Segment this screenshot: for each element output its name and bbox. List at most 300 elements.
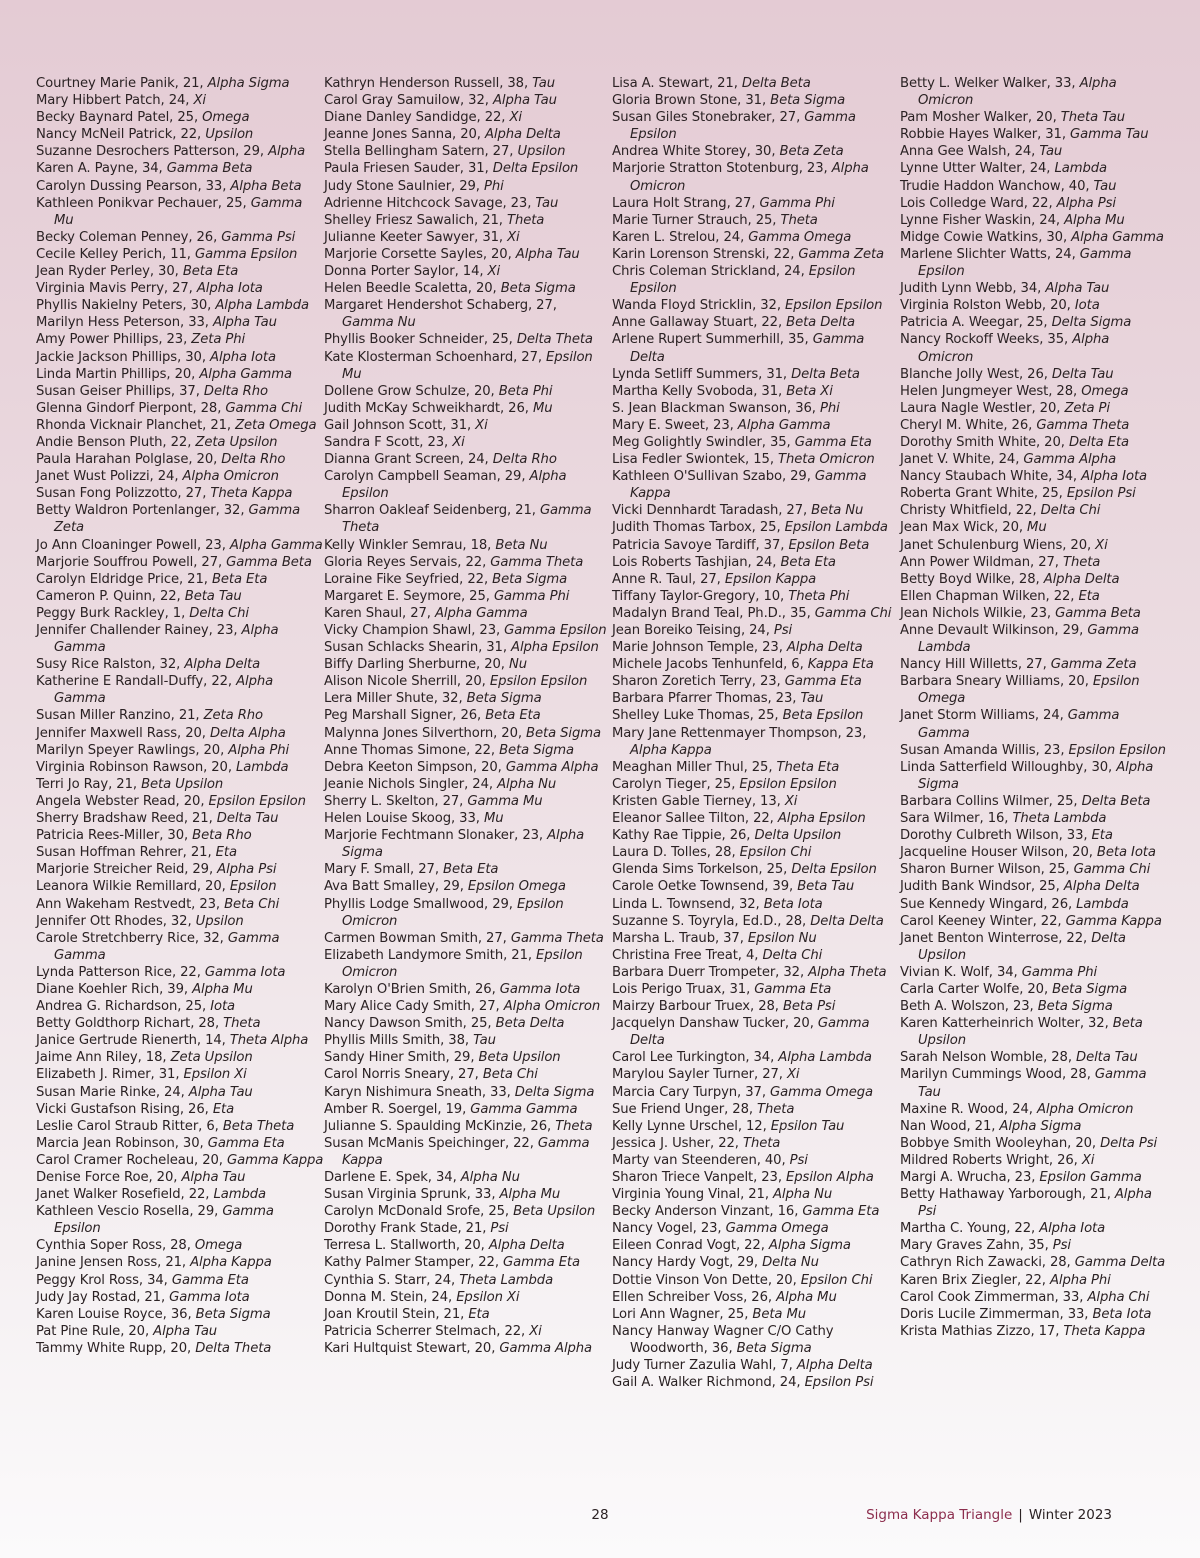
- member-name: Margi A. Wrucha, 23,: [900, 1170, 1040, 1185]
- member-name: Gail A. Walker Richmond, 24,: [612, 1375, 805, 1391]
- member-chapter: Theta Kappa: [1063, 1323, 1146, 1339]
- member-chapter: Alpha Gamma: [1071, 229, 1164, 245]
- member-name: Maxine R. Wood, 24,: [900, 1101, 1037, 1117]
- member-name: Meg Golightly Swindler, 35,: [612, 434, 795, 450]
- member-entry: [36, 913, 324, 930]
- member-chapter: Alpha Kappa: [630, 742, 712, 758]
- member-entry: [324, 759, 612, 776]
- member-entry: [612, 537, 900, 554]
- member-entry: [900, 212, 1168, 229]
- member-name: Susan Hoffman Rehrer, 21,: [36, 845, 216, 861]
- member-entry: [36, 1169, 324, 1186]
- member-name: Joan Kroutil Stein, 21,: [324, 1306, 469, 1322]
- member-entry: [612, 314, 900, 331]
- member-name: Becky Anderson Vinzant, 16,: [612, 1204, 803, 1220]
- member-entry: [324, 143, 612, 160]
- member-name: Carolyn Dussing Pearson, 33,: [36, 178, 231, 194]
- member-entry: [36, 622, 324, 656]
- member-name: Lisa Fedler Swiontek, 15,: [612, 452, 779, 468]
- member-chapter: Lambda: [236, 759, 289, 775]
- member-name: Jaime Ann Riley, 18,: [36, 1050, 171, 1066]
- member-entry: [612, 725, 900, 759]
- member-chapter: Alpha Gamma: [54, 674, 274, 707]
- member-chapter: Epsilon Alpha: [786, 1170, 874, 1185]
- member-entry: [612, 75, 900, 92]
- member-entry: [612, 947, 900, 964]
- member-name: Carol Cook Zimmerman, 33,: [900, 1289, 1088, 1305]
- member-name: Betty L. Welker Walker, 33,: [900, 76, 1080, 91]
- member-name: Phyllis Mills Smith, 38,: [324, 1033, 474, 1049]
- member-name: Debra Keeton Simpson, 20,: [324, 759, 506, 775]
- member-entry: [900, 1272, 1168, 1289]
- member-chapter: Beta Chi: [482, 1067, 538, 1083]
- member-entry: [612, 246, 900, 263]
- member-entry: [612, 998, 900, 1015]
- member-entry: [612, 160, 900, 194]
- member-chapter: Gamma Kappa: [630, 469, 867, 502]
- member-entry: [612, 827, 900, 844]
- member-entry: [324, 742, 612, 759]
- member-chapter: Alpha Omicron: [1037, 1101, 1134, 1117]
- member-name: Dorothy Culbreth Wilson, 33,: [900, 828, 1092, 844]
- member-chapter: Beta Chi: [224, 896, 280, 912]
- member-entry: [324, 468, 612, 502]
- member-chapter: Theta Alpha: [229, 1033, 309, 1049]
- member-chapter: Alpha Sigma: [207, 76, 290, 91]
- member-chapter: Gamma Chi: [814, 605, 892, 621]
- member-entry: [900, 1186, 1168, 1220]
- member-entry: [36, 793, 324, 810]
- member-chapter: Tau: [473, 1033, 496, 1049]
- member-entry: [324, 793, 612, 810]
- member-entry: [900, 861, 1168, 878]
- member-chapter: Delta Eta: [1068, 434, 1130, 450]
- member-chapter: Beta Sigma: [499, 742, 575, 758]
- member-name: Kristen Gable Tierney, 13,: [612, 793, 785, 809]
- member-name: Marylou Sayler Turner, 27,: [612, 1067, 787, 1083]
- member-chapter: Alpha Omicron: [630, 161, 869, 194]
- member-entry: [36, 75, 324, 92]
- member-entry: [612, 759, 900, 776]
- member-chapter: Beta Zeta: [779, 144, 844, 160]
- member-name: Nancy Staubach White, 34,: [900, 469, 1082, 485]
- member-chapter: Xi: [529, 1323, 542, 1339]
- member-name: Nancy Dawson Smith, 25,: [324, 1016, 496, 1032]
- member-entry: [36, 1340, 324, 1357]
- member-name: Susan Amanda Willis, 23,: [900, 742, 1069, 758]
- member-entry: [324, 707, 612, 724]
- member-chapter: Beta Upsilon: [513, 1204, 596, 1220]
- member-name: Kathy Palmer Stamper, 22,: [324, 1255, 504, 1271]
- member-entry: [36, 588, 324, 605]
- member-chapter: Gamma Mu: [467, 793, 543, 809]
- member-name: Lynda Setliff Summers, 31,: [612, 366, 792, 382]
- member-chapter: Xi: [1081, 1152, 1095, 1168]
- member-entry: [900, 109, 1168, 126]
- member-entry: [36, 92, 324, 109]
- member-entry: [324, 1084, 612, 1101]
- member-chapter: Gamma Phi: [493, 588, 570, 604]
- member-name: Margaret Hendershot Schaberg, 27,: [324, 298, 557, 314]
- member-name: Carol Norris Sneary, 27,: [324, 1067, 483, 1083]
- member-name: Peggy Krol Ross, 34,: [36, 1272, 172, 1288]
- member-chapter: Delta Sigma: [1051, 315, 1132, 331]
- member-entry: [324, 639, 612, 656]
- member-entry: [36, 178, 324, 195]
- issue-label: Winter 2023: [1028, 1507, 1112, 1523]
- member-name: Jackie Jackson Phillips, 30,: [36, 349, 211, 365]
- member-entry: [324, 622, 612, 639]
- member-name: Barbara Duerr Trompeter, 32,: [612, 964, 809, 980]
- member-entry: [36, 1118, 324, 1135]
- member-entry: [612, 588, 900, 605]
- member-chapter: Gamma Theta: [490, 554, 584, 570]
- member-name: Virginia Young Vinal, 21,: [612, 1187, 774, 1203]
- member-chapter: Alpha Omicron: [918, 332, 1110, 365]
- member-chapter: Gamma Gamma: [918, 708, 1120, 741]
- member-name: Ann Wakeham Restvedt, 23,: [36, 896, 225, 912]
- member-chapter: Delta Upsilon: [754, 828, 842, 844]
- member-entry: [612, 502, 900, 519]
- member-entry: [900, 1015, 1168, 1049]
- member-chapter: Epsilon Mu: [342, 349, 593, 382]
- member-name: Jeanie Nichols Singler, 24,: [324, 776, 498, 792]
- member-name: Betty Goldthorp Richart, 28,: [36, 1016, 224, 1032]
- member-entry: [900, 1254, 1168, 1271]
- member-name: Diane Danley Sandidge, 22,: [324, 110, 510, 126]
- member-chapter: Epsilon Psi: [1066, 486, 1136, 502]
- member-entry: [324, 502, 612, 536]
- member-entry: [324, 109, 612, 126]
- member-chapter: Gamma Delta: [630, 332, 865, 365]
- member-chapter: Beta Phi: [498, 383, 553, 399]
- member-chapter: Alpha Delta: [184, 657, 261, 673]
- member-chapter: Psi: [773, 623, 793, 638]
- member-name: Leanora Wilkie Remillard, 20,: [36, 879, 230, 895]
- member-name: Wanda Floyd Stricklin, 32,: [612, 298, 786, 314]
- member-chapter: Delta Epsilon: [492, 161, 579, 177]
- member-entry: [36, 742, 324, 759]
- member-chapter: Alpha Epsilon: [342, 469, 567, 502]
- member-chapter: Beta Mu: [752, 1306, 807, 1322]
- member-chapter: Gamma Iota: [169, 1289, 250, 1305]
- member-name: Marjorie Stratton Stotenburg, 23,: [612, 161, 832, 177]
- member-entry: [36, 263, 324, 280]
- member-chapter: Theta: [1062, 554, 1101, 570]
- member-entry: [36, 1066, 324, 1083]
- member-chapter: Xi: [786, 1067, 800, 1083]
- member-name: Kathryn Henderson Russell, 38,: [324, 76, 533, 91]
- member-entry: [612, 1254, 900, 1271]
- member-chapter: Alpha Sigma: [918, 759, 1154, 792]
- member-name: Karen L. Strelou, 24,: [612, 229, 749, 245]
- member-entry: [36, 366, 324, 383]
- member-entry: [324, 383, 612, 400]
- member-name: Anna Gee Walsh, 24,: [900, 144, 1040, 160]
- member-name: Sharon Triece Vanpelt, 23,: [612, 1170, 787, 1185]
- member-name: Carole Oetke Townsend, 39,: [612, 879, 798, 895]
- member-name: Gloria Reyes Servais, 22,: [324, 554, 491, 570]
- member-name: Peggy Burk Rackley, 1,: [36, 605, 190, 621]
- member-name: Carla Carter Wolfe, 20,: [900, 981, 1053, 997]
- member-name: Terri Jo Ray, 21,: [36, 776, 142, 792]
- member-entry: [36, 502, 324, 536]
- member-entry: [36, 1306, 324, 1323]
- member-name: Paula Harahan Polglase, 20,: [36, 452, 222, 468]
- member-name: Kelly Winkler Semrau, 18,: [324, 537, 496, 553]
- member-name: Blanche Jolly West, 26,: [900, 366, 1052, 382]
- member-chapter: Beta Tau: [797, 879, 855, 895]
- member-chapter: Alpha Tau: [212, 315, 277, 331]
- member-name: Janice Gertrude Rienerth, 14,: [36, 1033, 230, 1049]
- member-chapter: Delta Tau: [1051, 366, 1114, 382]
- column-4: [900, 75, 1168, 1391]
- member-entry: [900, 1135, 1168, 1152]
- member-chapter: Gamma Eta: [794, 434, 872, 450]
- page-number: 28: [591, 1507, 609, 1523]
- member-entry: [612, 1306, 900, 1323]
- member-entry: [324, 195, 612, 212]
- member-entry: [900, 827, 1168, 844]
- member-chapter: Gamma Phi: [759, 195, 835, 211]
- member-entry: [612, 639, 900, 656]
- member-chapter: Alpha Delta: [1063, 879, 1140, 895]
- member-chapter: Zeta Omega: [235, 417, 317, 433]
- member-name: Marcia Jean Robinson, 30,: [36, 1135, 208, 1151]
- member-entry: [324, 1203, 612, 1220]
- member-name: Marjorie Souffrou Powell, 27,: [36, 554, 227, 570]
- member-entry: [612, 92, 900, 109]
- member-chapter: Alpha Iota: [196, 281, 263, 297]
- member-name: Mary Graves Zahn, 35,: [900, 1238, 1053, 1254]
- member-name: Barbara Sneary Williams, 20,: [900, 674, 1093, 690]
- member-chapter: Delta Theta: [516, 332, 593, 348]
- member-name: Carmen Bowman Smith, 27,: [324, 930, 511, 946]
- member-entry: [612, 1015, 900, 1049]
- member-chapter: Alpha Sigma: [999, 1118, 1082, 1134]
- member-chapter: Zeta Phi: [191, 332, 246, 348]
- member-chapter: Tau: [532, 76, 555, 91]
- member-name: Adrienne Hitchcock Savage, 23,: [324, 195, 536, 211]
- member-entry: [36, 1152, 324, 1169]
- member-name: Stella Bellingham Satern, 27,: [324, 144, 518, 160]
- member-entry: [900, 1169, 1168, 1186]
- member-entry: [612, 297, 900, 314]
- member-name: Marjorie Corsette Sayles, 20,: [324, 246, 516, 262]
- member-chapter: Delta Beta: [741, 76, 811, 91]
- member-entry: [900, 759, 1168, 793]
- member-chapter: Zeta Rho: [203, 708, 263, 724]
- member-chapter: Alpha Lambda: [778, 1050, 872, 1066]
- member-entry: [324, 417, 612, 434]
- member-chapter: Alpha Psi: [217, 862, 277, 878]
- member-name: Shelley Luke Thomas, 25,: [612, 708, 783, 724]
- member-chapter: Omega: [202, 110, 250, 126]
- member-entry: [36, 417, 324, 434]
- member-chapter: Delta Sigma: [514, 1084, 595, 1100]
- member-name: Amy Power Phillips, 23,: [36, 332, 192, 348]
- member-name: Sherry L. Skelton, 27,: [324, 793, 468, 809]
- member-entry: [36, 725, 324, 742]
- member-name: Denise Force Roe, 20,: [36, 1170, 182, 1185]
- member-chapter: Theta Eta: [776, 759, 840, 775]
- member-name: Judy Turner Zazulia Wahl, 7,: [612, 1358, 797, 1374]
- member-entry: [612, 519, 900, 536]
- member-chapter: Iota: [1074, 298, 1100, 314]
- member-chapter: Gamma Kappa: [226, 1152, 324, 1168]
- member-entry: [900, 742, 1168, 759]
- member-name: Eleanor Sallee Tilton, 22,: [612, 811, 778, 827]
- member-chapter: Kappa Eta: [807, 657, 874, 673]
- member-chapter: Beta Sigma: [1052, 981, 1128, 997]
- member-chapter: Alpha Omicron: [503, 999, 601, 1015]
- member-name: Susan Giles Stonebraker, 27,: [612, 110, 805, 126]
- member-chapter: Delta Chi: [189, 605, 249, 621]
- member-chapter: Gamma Delta: [630, 1016, 870, 1049]
- member-name: Anne Gallaway Stuart, 22,: [612, 315, 787, 331]
- member-name: Chris Coleman Strickland, 24,: [612, 264, 809, 280]
- member-entry: [612, 383, 900, 400]
- member-chapter: Delta Epsilon: [791, 862, 877, 878]
- member-name: Kathy Rae Tippie, 26,: [612, 828, 755, 844]
- member-chapter: Alpha Beta: [230, 178, 302, 194]
- member-entry: [612, 434, 900, 451]
- member-entry: [36, 707, 324, 724]
- member-chapter: Gamma Epsilon: [918, 246, 1132, 280]
- member-name: Becky Baynard Patel, 25,: [36, 110, 203, 126]
- member-chapter: Delta Upsilon: [918, 930, 1126, 963]
- member-chapter: Gamma Eta: [207, 1135, 285, 1151]
- member-name: Helen Louise Skoog, 33,: [324, 811, 484, 827]
- member-name: Krista Mathias Zizzo, 17,: [900, 1323, 1064, 1339]
- member-name: Ellen Schreiber Voss, 26,: [612, 1289, 777, 1305]
- member-name: Marcia Cary Turpyn, 37,: [612, 1084, 770, 1100]
- member-entry: [612, 263, 900, 297]
- member-chapter: Gamma Tau: [1070, 127, 1149, 143]
- member-entry: [900, 417, 1168, 434]
- member-entry: [36, 554, 324, 571]
- member-entry: [900, 451, 1168, 468]
- member-name: Janet Schulenburg Wiens, 20,: [900, 537, 1096, 553]
- member-chapter: Epsilon Xi: [456, 1289, 520, 1305]
- member-name: Karin Lorenson Strenski, 22,: [612, 246, 799, 262]
- member-name: Susan Miller Ranzino, 21,: [36, 708, 204, 724]
- member-chapter: Xi: [452, 434, 465, 450]
- member-entry: [324, 178, 612, 195]
- member-name: Suzanne S. Toyryla, Ed.D., 28,: [612, 913, 811, 929]
- member-name: Amber R. Soergel, 19,: [324, 1101, 471, 1117]
- member-entry: [612, 1118, 900, 1135]
- member-entry: [900, 622, 1168, 656]
- member-entry: [612, 810, 900, 827]
- member-chapter: Alpha Kappa: [190, 1255, 272, 1271]
- member-name: Anne Devault Wilkinson, 29,: [900, 623, 1088, 638]
- member-entry: [612, 1237, 900, 1254]
- member-name: Helen Jungmeyer West, 28,: [900, 383, 1082, 399]
- member-entry: [324, 1220, 612, 1237]
- member-name: Jean Ryder Perley, 30,: [36, 264, 183, 280]
- member-name: Virginia Mavis Perry, 27,: [36, 281, 197, 297]
- member-chapter: Gamma Alpha: [499, 1340, 593, 1356]
- member-chapter: Gamma Gamma: [470, 1101, 578, 1117]
- member-entry: [612, 1169, 900, 1186]
- member-name: Pat Pine Rule, 20,: [36, 1323, 154, 1339]
- member-name: Cecile Kelley Perich, 11,: [36, 246, 195, 262]
- member-chapter: Gamma Epsilon: [54, 1204, 274, 1237]
- member-chapter: Beta Eta: [485, 708, 541, 724]
- member-entry: [612, 930, 900, 947]
- member-name: Katherine E Randall-Duffy, 22,: [36, 674, 237, 690]
- member-entry: [36, 297, 324, 314]
- member-entry: [900, 229, 1168, 246]
- member-entry: [612, 605, 900, 622]
- member-chapter: Xi: [784, 793, 798, 809]
- member-name: Janine Jensen Ross, 21,: [36, 1255, 191, 1271]
- member-chapter: Mu: [532, 400, 553, 416]
- member-name: Jean Max Wick, 20,: [900, 520, 1028, 536]
- member-entry: [612, 1135, 900, 1152]
- member-chapter: Beta Delta: [495, 1016, 565, 1032]
- member-entry: [612, 109, 900, 143]
- member-chapter: Alpha Delta: [1043, 571, 1120, 587]
- member-entry: [324, 537, 612, 554]
- member-entry: [612, 896, 900, 913]
- member-name: Darlene E. Spek, 34,: [324, 1170, 461, 1185]
- member-chapter: Alpha Epsilon: [777, 811, 866, 827]
- member-name: Sharon Burner Wilson, 25,: [900, 862, 1074, 878]
- member-entry: [36, 143, 324, 160]
- member-name: Ann Power Wildman, 27,: [900, 554, 1063, 570]
- member-chapter: Beta Eta: [211, 571, 268, 587]
- member-entry: [324, 75, 612, 92]
- member-name: Sharon Zoretich Terry, 23,: [612, 674, 785, 690]
- member-chapter: Eta: [215, 845, 237, 861]
- member-name: Vicki Gustafson Rising, 26,: [36, 1101, 213, 1117]
- member-name: Lynne Utter Walter, 24,: [900, 161, 1055, 177]
- member-chapter: Beta Sigma: [770, 93, 846, 109]
- member-entry: [324, 827, 612, 861]
- member-chapter: Gamma Omega: [725, 1221, 829, 1237]
- member-entry: [900, 537, 1168, 554]
- member-entry: [324, 451, 612, 468]
- member-chapter: Eta: [1078, 588, 1100, 604]
- member-name: Mildred Roberts Wright, 26,: [900, 1152, 1082, 1168]
- member-name: Lynne Fisher Waskin, 24,: [900, 212, 1065, 228]
- member-chapter: Beta Iota: [1092, 1306, 1152, 1322]
- member-chapter: Alpha Tau: [153, 1323, 218, 1339]
- member-name: Marjorie Fechtmann Slonaker, 23,: [324, 828, 548, 844]
- member-entry: [36, 485, 324, 502]
- member-entry: [900, 998, 1168, 1015]
- member-chapter: Phi: [483, 178, 504, 194]
- member-name: Vivian K. Wolf, 34,: [900, 964, 1022, 980]
- member-entry: [324, 947, 612, 981]
- member-entry: [900, 519, 1168, 536]
- member-chapter: Delta Psi: [1100, 1135, 1158, 1151]
- member-chapter: Gamma Gamma: [54, 930, 280, 963]
- member-name: Carol Cramer Rocheleau, 20,: [36, 1152, 227, 1168]
- member-name: Marty van Steenderen, 40,: [612, 1152, 790, 1168]
- member-chapter: Gamma Omega: [770, 1084, 873, 1100]
- member-name: Dianna Grant Screen, 24,: [324, 452, 493, 468]
- member-entry: [36, 1015, 324, 1032]
- member-entry: [900, 502, 1168, 519]
- member-name: Jessica J. Usher, 22,: [612, 1135, 743, 1151]
- member-name: Lois Perigo Truax, 31,: [612, 981, 755, 997]
- member-name: Dorothy Frank Stade, 21,: [324, 1221, 491, 1237]
- member-chapter: Alpha Iota: [210, 349, 276, 365]
- member-name: Martha Kelly Svoboda, 31,: [612, 383, 787, 399]
